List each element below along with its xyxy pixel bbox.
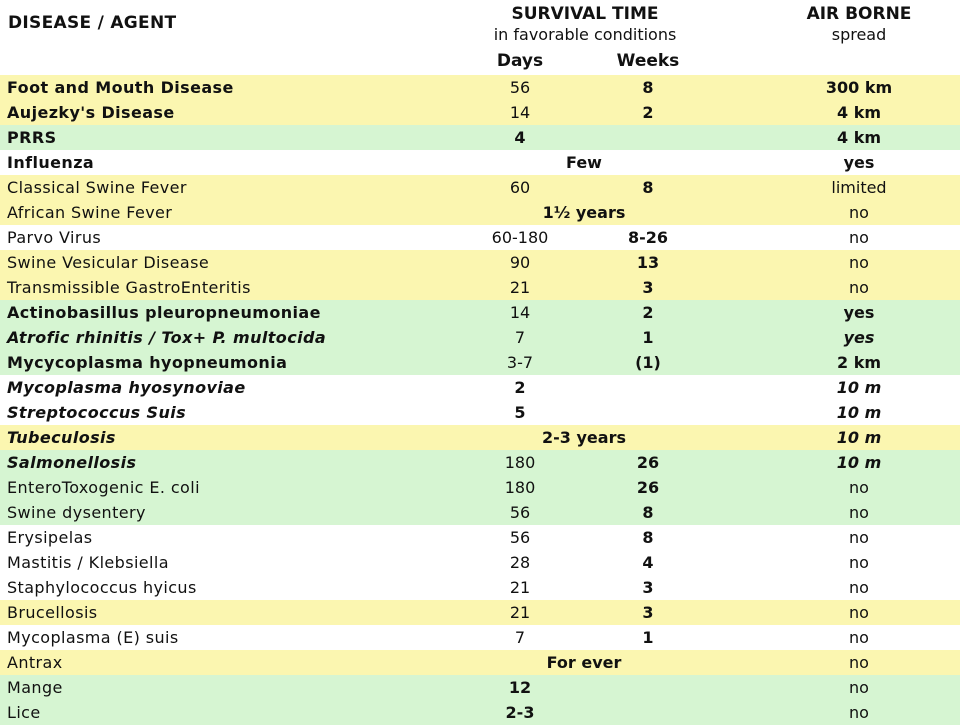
days-cell: 28 [509, 553, 531, 572]
table-row [0, 75, 960, 100]
air-borne-cell: no [849, 678, 869, 697]
days-cell: 180 [504, 478, 536, 497]
weeks-cell [598, 125, 698, 150]
survival-time-cell: 1½ years [542, 203, 626, 222]
table-body [0, 75, 960, 725]
table-row [0, 100, 960, 125]
disease-name-cell: Aujezky's Disease [7, 103, 175, 122]
days-cell: 60-180 [491, 228, 549, 247]
weeks-cell: 8-26 [627, 228, 669, 247]
days-cell: 14 [509, 303, 531, 322]
disease-name-cell: Brucellosis [7, 603, 98, 622]
air-borne-cell: 10 m [836, 403, 882, 422]
table-row [0, 275, 960, 300]
days-cell: 4 [514, 128, 526, 147]
air-borne-cell: no [849, 628, 869, 647]
table-row [0, 250, 960, 275]
disease-name-cell: Swine dysentery [7, 503, 146, 522]
disease-name-cell: Classical Swine Fever [7, 178, 187, 197]
air-borne-cell: 2 km [836, 353, 881, 372]
weeks-cell: 8 [642, 78, 654, 97]
table-row [0, 475, 960, 500]
air-borne-cell: 10 m [836, 428, 882, 447]
disease-name-cell: Parvo Virus [7, 228, 102, 247]
air-borne-cell: yes [843, 153, 875, 172]
table-row [0, 425, 960, 450]
days-cell: 56 [509, 503, 531, 522]
table-row [0, 375, 960, 400]
table-header [0, 0, 960, 75]
days-cell: 90 [509, 253, 531, 272]
air-borne-cell: no [849, 578, 869, 597]
disease-name-cell: Influenza [7, 153, 95, 172]
table-row [0, 525, 960, 550]
disease-name-cell: Salmonellosis [7, 453, 137, 472]
disease-name-cell: African Swine Fever [7, 203, 173, 222]
weeks-cell: 1 [642, 628, 654, 647]
disease-agent-header: DISEASE / AGENT [8, 13, 177, 33]
table-row [0, 600, 960, 625]
air-borne-cell: no [849, 603, 869, 622]
disease-name-cell: Mycycoplasma hyopneumonia [7, 353, 288, 372]
weeks-cell: 1 [642, 328, 654, 347]
table-row [0, 450, 960, 475]
disease-name-cell: Mycoplasma (E) suis [7, 628, 179, 647]
air-borne-cell: 10 m [836, 378, 882, 397]
days-cell: 180 [504, 453, 536, 472]
weeks-cell: 8 [642, 528, 654, 547]
table-row [0, 400, 960, 425]
weeks-cell [598, 700, 698, 725]
weeks-cell: 13 [636, 253, 660, 272]
survival-time-header: SURVIVAL TIME [511, 4, 659, 24]
disease-name-cell: PRRS [7, 128, 57, 147]
air-borne-cell: yes [843, 328, 875, 347]
survival-time-cell: 2-3 years [542, 428, 626, 447]
weeks-cell: (1) [635, 353, 661, 372]
air-borne-cell: 4 km [836, 103, 881, 122]
air-borne-cell: no [849, 653, 869, 672]
disease-name-cell: Foot and Mouth Disease [7, 78, 234, 97]
disease-name-cell: Streptococcus Suis [7, 403, 187, 422]
air-borne-cell: limited [831, 178, 887, 197]
table-row [0, 350, 960, 375]
weeks-cell: 4 [642, 553, 654, 572]
air-borne-cell: no [849, 528, 869, 547]
table-row [0, 300, 960, 325]
weeks-cell [598, 675, 698, 700]
air-borne-cell: 4 km [836, 128, 881, 147]
disease-name-cell: Mycoplasma hyosynoviae [7, 378, 246, 397]
disease-name-cell: Staphylococcus hyicus [7, 578, 197, 597]
air-borne-cell: no [849, 503, 869, 522]
air-borne-cell: no [849, 478, 869, 497]
table-row [0, 325, 960, 350]
table-row [0, 500, 960, 525]
disease-name-cell: Actinobasillus pleuropneumoniae [7, 303, 321, 322]
days-cell: 2-3 [505, 703, 535, 722]
disease-name-cell: Lice [7, 703, 41, 722]
disease-name-cell: Transmissible GastroEnteritis [7, 278, 251, 297]
weeks-cell [598, 375, 698, 400]
weeks-cell: 26 [636, 478, 660, 497]
survival-time-subheader: in favorable conditions [493, 25, 677, 44]
disease-name-cell: Mange [7, 678, 63, 697]
days-cell: 3-7 [506, 353, 534, 372]
weeks-cell: 2 [642, 103, 654, 122]
days-cell: 5 [514, 403, 526, 422]
survival-time-cell: Few [566, 153, 602, 172]
weeks-column-header: Weeks [616, 51, 680, 71]
table-row [0, 675, 960, 700]
air-borne-cell: no [849, 228, 869, 247]
table-row [0, 200, 960, 225]
table-row [0, 650, 960, 675]
air-borne-cell: 300 km [825, 78, 893, 97]
disease-name-cell: Atrofic rhinitis / Tox+ P. multocida [7, 328, 327, 347]
weeks-cell: 26 [636, 453, 660, 472]
air-borne-header: AIR BORNE [806, 4, 912, 24]
table-row [0, 175, 960, 200]
survival-time-cell: For ever [546, 653, 622, 672]
disease-name-cell: Antrax [7, 653, 63, 672]
weeks-cell [598, 400, 698, 425]
disease-name-cell: Swine Vesicular Disease [7, 253, 210, 272]
days-cell: 12 [508, 678, 532, 697]
days-cell: 7 [514, 628, 526, 647]
air-borne-cell: yes [843, 303, 875, 322]
air-borne-cell: no [849, 203, 869, 222]
weeks-cell: 8 [642, 178, 654, 197]
table-row [0, 700, 960, 725]
table-row [0, 150, 960, 175]
days-cell: 60 [509, 178, 531, 197]
air-borne-cell: no [849, 703, 869, 722]
disease-name-cell: Erysipelas [7, 528, 93, 547]
days-cell: 21 [509, 278, 531, 297]
weeks-cell: 8 [642, 503, 654, 522]
air-borne-subheader: spread [831, 25, 887, 44]
weeks-cell: 2 [642, 303, 654, 322]
air-borne-cell: 10 m [836, 453, 882, 472]
disease-name-cell: Mastitis / Klebsiella [7, 553, 169, 572]
days-cell: 21 [509, 578, 531, 597]
table-row [0, 625, 960, 650]
days-cell: 7 [514, 328, 526, 347]
days-cell: 56 [509, 78, 531, 97]
table-row [0, 550, 960, 575]
weeks-cell: 3 [642, 278, 654, 297]
disease-name-cell: Tubeculosis [7, 428, 116, 447]
days-cell: 21 [509, 603, 531, 622]
weeks-cell: 3 [642, 603, 654, 622]
air-borne-cell: no [849, 253, 869, 272]
days-cell: 2 [514, 378, 526, 397]
days-column-header: Days [496, 51, 544, 71]
table-row [0, 225, 960, 250]
days-cell: 14 [509, 103, 531, 122]
disease-name-cell: EnteroToxogenic E. coli [7, 478, 200, 497]
weeks-cell: 3 [642, 578, 654, 597]
air-borne-cell: no [849, 553, 869, 572]
table-row [0, 125, 960, 150]
table-row [0, 575, 960, 600]
air-borne-cell: no [849, 278, 869, 297]
days-cell: 56 [509, 528, 531, 547]
